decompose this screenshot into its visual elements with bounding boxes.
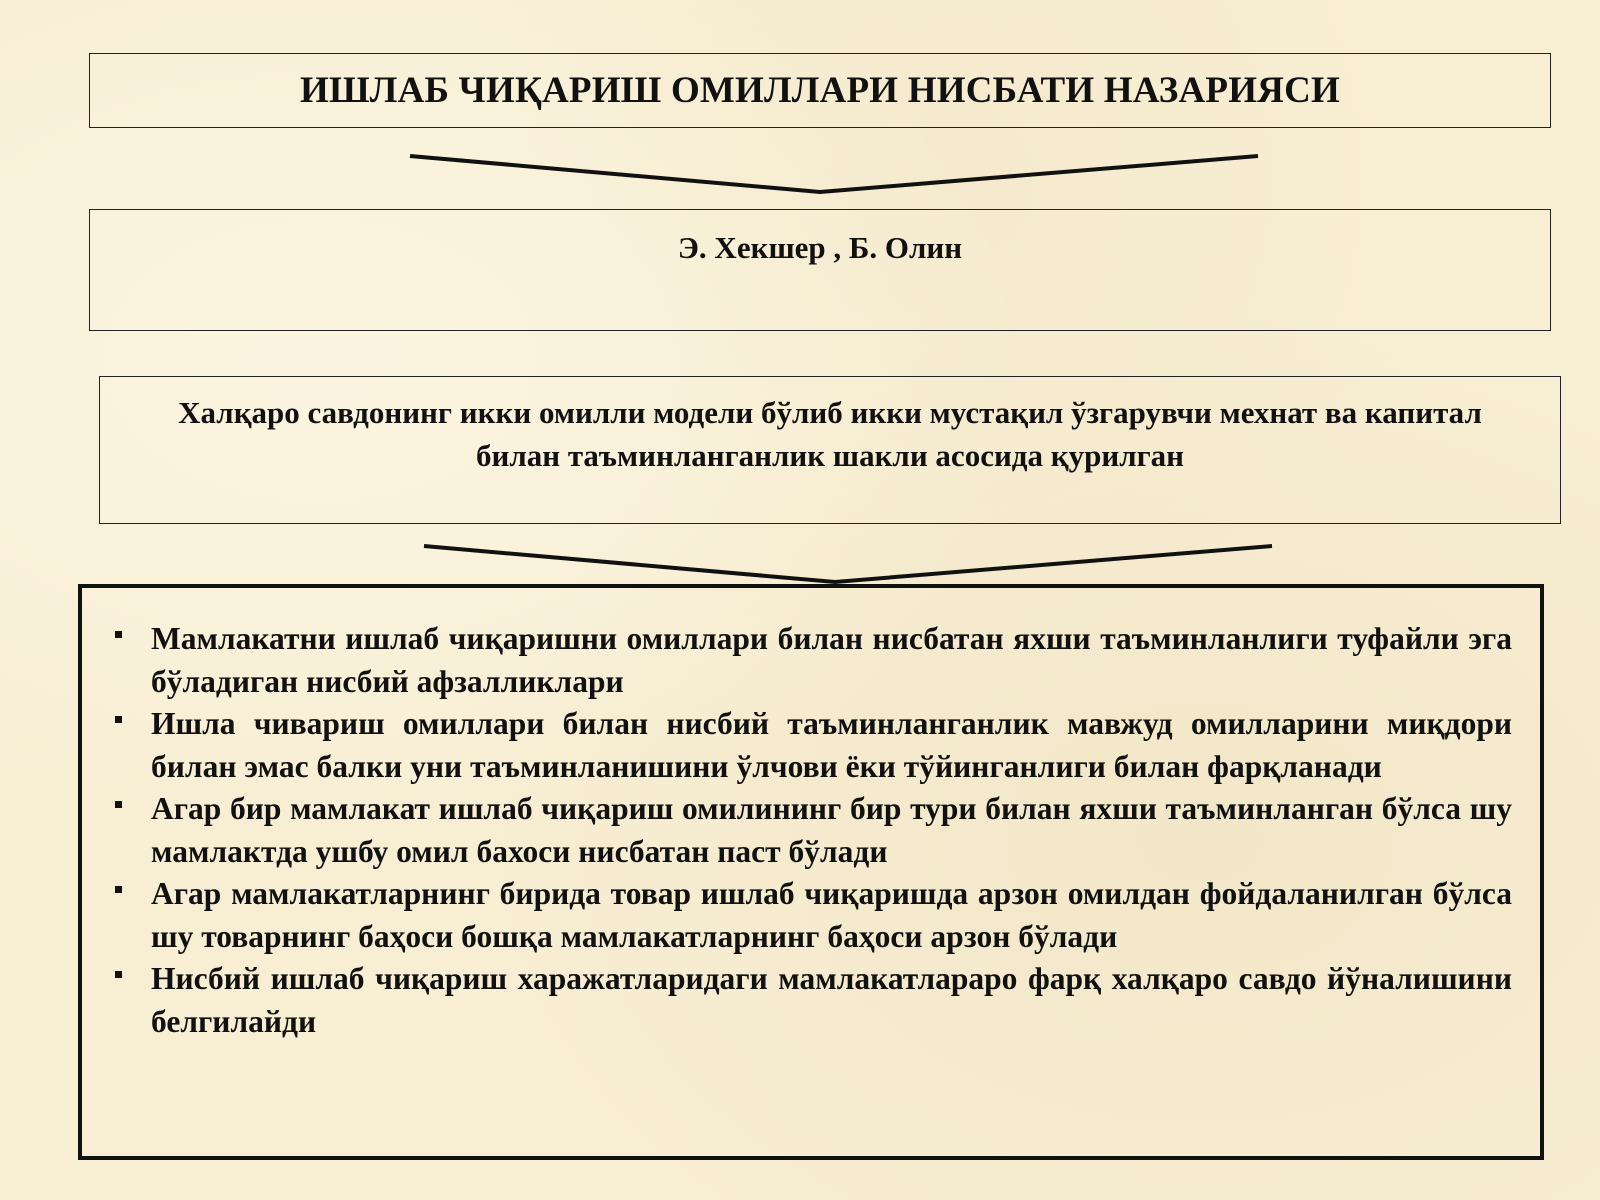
bullet-item xyxy=(115,703,1512,788)
authors-text: Э. Хекшер , Б. Олин xyxy=(677,230,963,265)
bullet-text: Агар бир мамлакат ишлаб чиқариш омилининг бир тури билан яхши таъминланган бўлса шу мамлактда ушбу омил бахоси нисбатан паст бўлади xyxy=(151,791,1512,869)
bullet-text: Агар мамлакатларнинг бирида товар ишлаб чиқаришда арзон омилдан фойдаланилган бўлса шу товарнинг баҳоси бошқа мамлакатларнинг баҳоси арзон бўлади xyxy=(151,876,1512,954)
bullet-item xyxy=(115,788,1512,873)
model-description-text: Халқаро савдонинг икки омилли модели бўлиб икки мустақил ўзгарувчи мехнат ва капитал билан таъминланганлик шакли асосида қурилган xyxy=(178,395,1482,473)
bullet-item xyxy=(115,958,1512,1043)
square-bullet-icon xyxy=(115,971,122,978)
bullets-box xyxy=(78,584,1544,1160)
bullet-item xyxy=(115,618,1512,703)
diagram-title: ИШЛАБ ЧИҚАРИШ ОМИЛЛАРИ НИСБАТИ НАЗАРИЯСИ xyxy=(300,70,1340,111)
bullet-text: Ишла чивариш омиллари билан нисбий таъминланганлик мавжуд омилларини миқдори билан эмас балки уни таъминланишини ўлчови ёки тўйинганлиги билан фарқланади xyxy=(151,706,1512,784)
square-bullet-icon xyxy=(115,801,122,808)
bullet-text: Мамлакатни ишлаб чиқаришни омиллари билан нисбатан яхши таъминланлиги туфайли эга бўладиган нисбий афзалликлари xyxy=(151,621,1512,699)
bullet-item xyxy=(115,873,1512,958)
bullet-list xyxy=(115,618,1512,1043)
bullet-text: Нисбий ишлаб чиқариш харажатларидаги мамлакатлараро фарқ халқаро савдо йўналишини белгилайди xyxy=(151,961,1512,1039)
square-bullet-icon xyxy=(115,716,122,723)
square-bullet-icon xyxy=(115,631,122,638)
square-bullet-icon xyxy=(115,886,122,893)
